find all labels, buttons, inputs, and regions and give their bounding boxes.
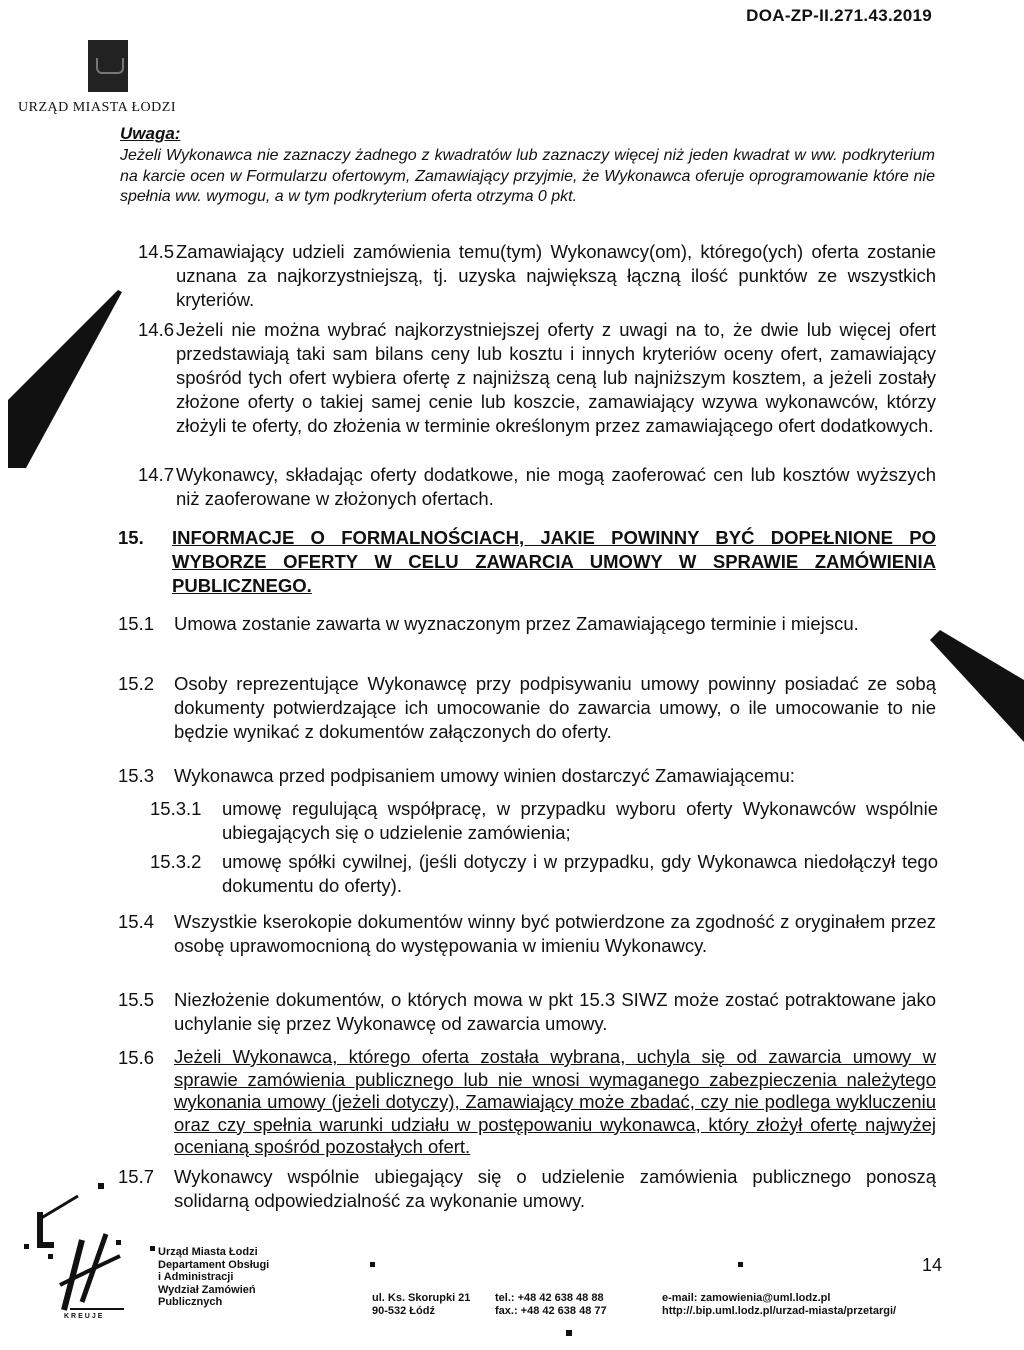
logo-tagline: KREUJE — [64, 1313, 105, 1320]
section-number: 14.6 — [138, 319, 175, 340]
footer-address-line: 90-532 Łódź — [372, 1304, 435, 1317]
section-text: umowę regulującą współpracę, w przypadku wyboru oferty Wykonawców wspólnie ubiegających się o udzielenie zamówienia; — [222, 798, 938, 843]
footer-web — [662, 1292, 896, 1317]
footer-address-line: ul. Ks. Skorupki 21 — [372, 1292, 471, 1304]
margin-slash-mark — [0, 0, 130, 470]
section-number: 15.5 — [118, 989, 155, 1010]
section-text: Jeżeli Wykonawca, którego oferta została wybrana, uchyla się od zawarcia umowy w sprawie zamówienia publicznego lub nie wnosi wymaganego zabezpieczenia należytego wykonania umowy (jeżeli dotyczy), Zamawiający może zbadać, czy nie podlega wykluczeniu oraz czy spełnia warunki udziału w postępowaniu wykonawca, który złożył ofertę najwyżej ocenianą spośród pozostałych ofert. — [174, 1046, 936, 1157]
bullet-dot — [566, 1330, 572, 1336]
footer-phone-line: fax.: +48 42 638 48 77 — [495, 1304, 607, 1317]
section-text: Wykonawcy wspólnie ubiegający się o udzielenie zamówienia publicznego ponoszą solidarną odpowiedzialność za wykonanie umowy. — [174, 1166, 936, 1211]
note-text: Jeżeli Wykonawca nie zaznaczy żadnego z kwadratów lub zaznaczy więcej niż jeden kwadrat w ww. podkryterium na karcie ocen w Formularzu ofertowym, Zamawiający przyjmie, że Wykonawca oferuje oprogramowanie które nie spełnia ww. wymogu, a w tym podkryterium oferta otrzyma 0 pkt. — [120, 147, 935, 205]
bullet-dot — [370, 1262, 375, 1267]
section-15-3 — [118, 764, 938, 790]
footer-phone — [495, 1292, 607, 1317]
section-number: 15.3.1 — [150, 798, 202, 819]
footer-office-line: i Administracji — [158, 1271, 234, 1283]
section-15-6 — [118, 1046, 938, 1158]
footer-office-line: Publicznych — [158, 1296, 223, 1308]
section-14-6 — [138, 318, 938, 463]
footer-office — [158, 1246, 269, 1309]
section-number: 15.1 — [118, 613, 155, 634]
section-15-3-2 — [150, 850, 940, 900]
lodz-logo-icon — [20, 1190, 130, 1315]
bullet-dot — [98, 1183, 104, 1189]
section-text: Jeżeli nie można wybrać najkorzystniejszej oferty z uwagi na to, że dwie lub więcej ofert przedstawiają taki sam bilans ceny lub kosztu i innych kryteriów oceny ofert, zamawiający spośród tych ofert wybiera ofertę z najniższą ceną lub najniższym kosztem, a jeżeli zostały złożone oferty o takiej samej cenie lub koszcie, zamawiający wzywa wykonawców, którzy złożyli te oferty, do złożenia w terminie określonym przez zamawiającego ofert dodatkowych. — [176, 319, 936, 436]
section-text: umowę spółki cywilnej, (jeśli dotyczy i w przypadku, gdy Wykonawca niedołączył tego dokumentu do oferty). — [222, 851, 938, 896]
footer-office-line: Urząd Miasta Łodzi — [158, 1246, 258, 1258]
page-number: 14 — [921, 1255, 942, 1275]
section-15-4 — [118, 910, 938, 985]
section-15-5 — [118, 988, 938, 1038]
margin-slash-mark-right — [930, 630, 1024, 750]
section-text: Wykonawcy, składając oferty dodatkowe, nie mogą zaoferować cen lub kosztów wyższych niż zaoferowane w złożonych ofertach. — [176, 464, 936, 509]
section-number: 15.6 — [118, 1047, 155, 1068]
office-name: URZĄD MIASTA ŁODZI — [18, 100, 176, 115]
section-15-1 — [118, 612, 938, 662]
section-number: 14.7 — [138, 464, 175, 485]
section-14-5 — [138, 240, 938, 312]
section-number: 15.2 — [118, 673, 155, 694]
section-number: 15.3.2 — [150, 851, 202, 872]
bullet-dot — [738, 1262, 743, 1267]
footer-phone-line: tel.: +48 42 638 48 88 — [495, 1292, 604, 1304]
section-text: Wykonawca przed podpisaniem umowy winien dostarczyć Zamawiającemu: — [174, 765, 795, 786]
section-15-heading — [118, 526, 938, 601]
section-text: Umowa zostanie zawarta w wyznaczonym przez Zamawiającego terminie i miejscu. — [174, 613, 859, 634]
footer-email[interactable]: e-mail: zamowienia@uml.lodz.pl — [662, 1292, 831, 1304]
section-15-3-1 — [150, 797, 940, 847]
section-text: Zamawiający udzieli zamówienia temu(tym) Wykonawcy(om), którego(ych) oferta zostanie uznana za najkorzystniejszą, tj. uzyska największą łączną ilość punktów ze wszystkich kryteriów. — [176, 241, 936, 310]
section-15-7 — [118, 1165, 938, 1215]
section-heading-text: INFORMACJE O FORMALNOŚCIACH, JAKIE POWINNY BYĆ DOPEŁNIONE PO WYBORZE OFERTY W CELU ZAWARCIA UMOWY W SPRAWIE ZAMÓWIENIA PUBLICZNEGO. — [172, 527, 936, 596]
note-title: Uwaga: — [120, 124, 181, 143]
section-number: 15. — [118, 527, 144, 548]
section-15-2 — [118, 672, 938, 747]
footer-bip-link[interactable]: http://.bip.uml.lodz.pl/urzad-miasta/przetargi/ — [662, 1304, 897, 1317]
section-number: 15.4 — [118, 911, 155, 932]
footer-office-line: Departament Obsługi — [158, 1258, 270, 1271]
section-text: Wszystkie kserokopie dokumentów winny być potwierdzone za zgodność z oryginałem przez osobę uprawomocnioną do występowania w imieniu Wykonawcy. — [174, 911, 936, 956]
footer-address — [372, 1292, 470, 1317]
section-number: 15.7 — [118, 1166, 155, 1187]
document-number: DOA-ZP-II.271.43.2019 — [746, 6, 932, 25]
section-text: Osoby reprezentujące Wykonawcę przy podpisywaniu umowy powinny posiadać ze sobą dokumenty potwierdzające ich umocowanie do zawarcia umowy, o ile umocowanie to nie będzie wynikać z dokumentów załączonych do oferty. — [174, 673, 936, 742]
section-number: 15.3 — [118, 765, 155, 786]
section-14-7 — [138, 463, 938, 513]
section-number: 14.5 — [138, 241, 175, 262]
bullet-dot — [150, 1246, 155, 1251]
footer-office-line: Wydział Zamówień — [158, 1283, 256, 1296]
section-text: Niezłożenie dokumentów, o których mowa w pkt 15.3 SIWZ może zostać potraktowane jako uchylanie się przez Wykonawcę od zawarcia umowy. — [174, 989, 936, 1034]
